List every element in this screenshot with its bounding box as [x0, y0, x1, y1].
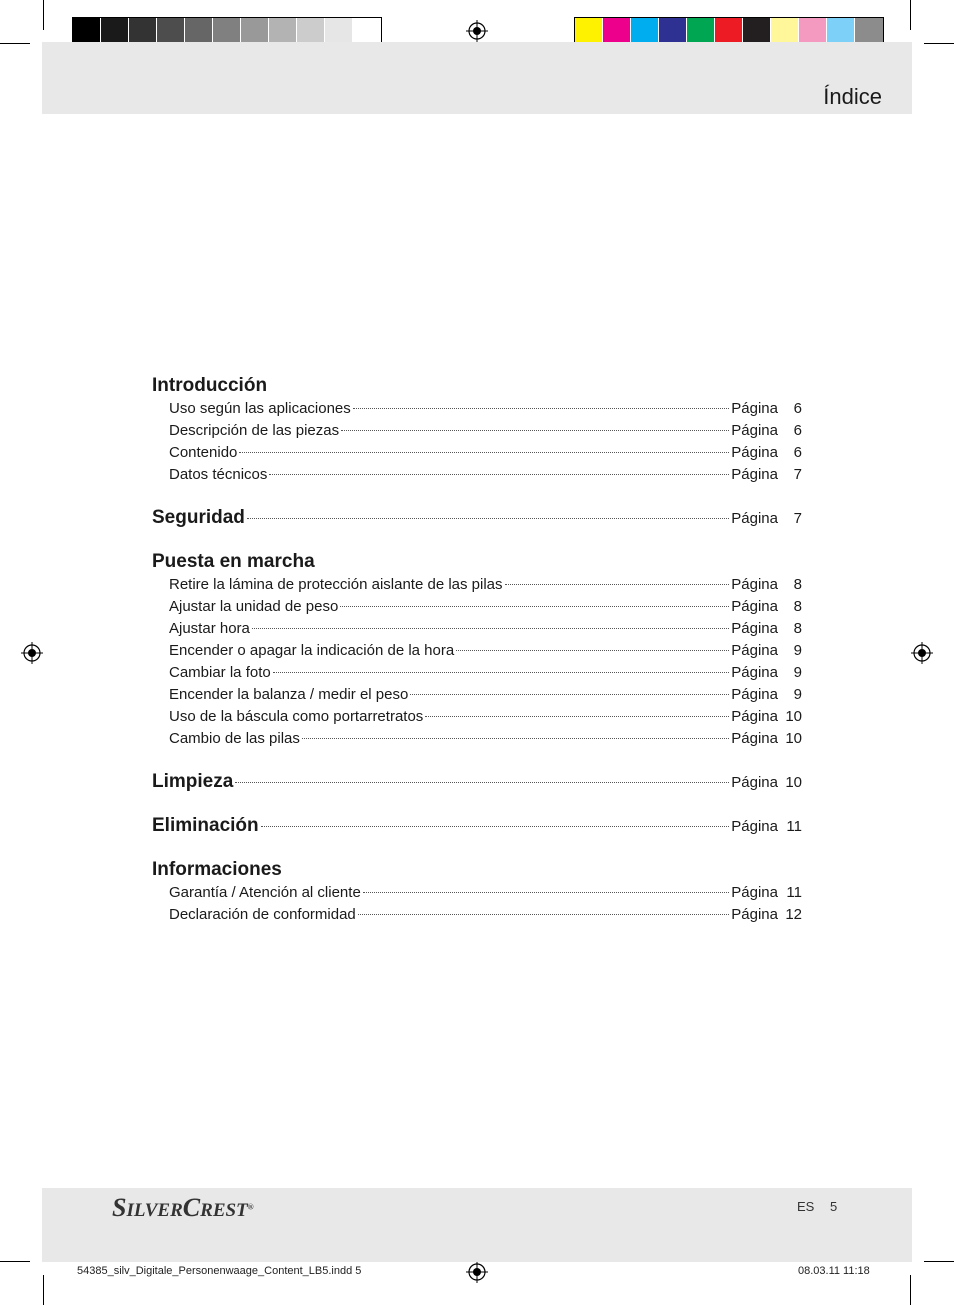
- toc-entry[interactable]: [152, 904, 802, 926]
- toc-entry[interactable]: [152, 684, 802, 706]
- toc-page-number: 9: [793, 642, 802, 659]
- toc-entry-title: Retire la lámina de protección aislante de las pilas: [169, 576, 503, 593]
- toc-leader-dots: [410, 694, 729, 695]
- color-swatch: [827, 18, 855, 44]
- toc-entry-title: Ajustar la unidad de peso: [169, 598, 339, 615]
- color-swatch: [73, 18, 101, 44]
- toc-leader-dots: [363, 892, 729, 893]
- toc-entry-title: Descripción de las piezas: [169, 422, 340, 439]
- toc-page-word: Página: [731, 686, 778, 703]
- toc-entry-title: Garantía / Atención al cliente: [169, 884, 361, 901]
- color-swatch: [213, 18, 241, 44]
- page-number: 5: [830, 1199, 838, 1214]
- toc-entry[interactable]: [152, 420, 802, 442]
- crop-mark: [910, 0, 911, 30]
- toc-entry[interactable]: [152, 882, 802, 904]
- toc-entry-title: Uso de la báscula como portarretratos: [169, 708, 424, 725]
- toc-entry[interactable]: [152, 728, 802, 750]
- toc-page-word: Página: [731, 444, 778, 461]
- toc-leader-dots: [235, 782, 729, 783]
- toc-page-word: Página: [731, 466, 778, 483]
- color-swatch: [771, 18, 799, 44]
- toc-page-word: Página: [731, 576, 778, 593]
- toc-leader-dots: [302, 738, 729, 739]
- toc-page-ref: [731, 442, 802, 464]
- toc-entry-title: Datos técnicos: [169, 466, 268, 483]
- toc-page-ref: [731, 882, 802, 904]
- toc-page-number: 7: [793, 466, 802, 483]
- toc-leader-dots: [341, 430, 729, 431]
- toc-section-heading: Limpieza: [152, 771, 234, 792]
- toc-leader-dots: [247, 518, 729, 519]
- color-swatch: [157, 18, 185, 44]
- toc-entry-title: Contenido: [169, 444, 238, 461]
- toc-entry[interactable]: [152, 398, 802, 420]
- color-swatch: [101, 18, 129, 44]
- toc-page-number: 6: [793, 422, 802, 439]
- color-swatch: [353, 18, 381, 44]
- toc-page-ref: [731, 618, 802, 640]
- color-swatch: [743, 18, 771, 44]
- color-swatch: [799, 18, 827, 44]
- registration-mark-icon: [21, 642, 43, 664]
- toc-spacer: [152, 486, 802, 506]
- toc-entry[interactable]: [152, 640, 802, 662]
- color-swatch: [269, 18, 297, 44]
- toc-page-word: Página: [731, 510, 778, 527]
- toc-page-word: Página: [731, 422, 778, 439]
- toc-leader-dots: [239, 452, 729, 453]
- silvercrest-logo: SILVERCREST®: [112, 1193, 254, 1222]
- color-swatch: [631, 18, 659, 44]
- table-of-contents: [152, 374, 802, 926]
- toc-entry[interactable]: [152, 618, 802, 640]
- toc-page-number: 11: [786, 884, 802, 901]
- toc-page-word: Página: [731, 818, 778, 835]
- slug-datetime: 08.03.11 11:18: [798, 1265, 870, 1277]
- toc-page-ref: [731, 815, 802, 839]
- toc-page-number: 8: [793, 598, 802, 615]
- toc-page-ref: [731, 706, 802, 728]
- toc-page-number: 10: [785, 730, 802, 747]
- toc-page-word: Página: [731, 400, 778, 417]
- toc-spacer: [152, 750, 802, 770]
- gray-calibration-bar: [72, 17, 382, 45]
- toc-leader-dots: [340, 606, 729, 607]
- toc-page-number: 8: [793, 576, 802, 593]
- toc-page-ref: [731, 728, 802, 750]
- color-swatch: [185, 18, 213, 44]
- toc-page-ref: [731, 464, 802, 486]
- page-title: Índice: [823, 84, 882, 109]
- color-swatch: [855, 18, 883, 44]
- toc-page-word: Página: [731, 620, 778, 637]
- crop-mark: [924, 1261, 954, 1262]
- toc-entry[interactable]: [152, 662, 802, 684]
- toc-spacer: [152, 838, 802, 858]
- toc-page-word: Página: [731, 598, 778, 615]
- color-swatch: [241, 18, 269, 44]
- toc-page-number: 8: [793, 620, 802, 637]
- toc-leader-dots: [456, 650, 729, 651]
- toc-page-ref: [731, 904, 802, 926]
- registration-mark-icon: [911, 642, 933, 664]
- toc-entry[interactable]: [152, 706, 802, 728]
- color-swatch: [129, 18, 157, 44]
- toc-page-word: Página: [731, 774, 778, 791]
- toc-page-number: 9: [793, 664, 802, 681]
- color-calibration-bar: [574, 17, 884, 45]
- toc-section-row[interactable]: [152, 770, 802, 794]
- toc-page-word: Página: [731, 708, 778, 725]
- toc-section-row[interactable]: [152, 814, 802, 838]
- color-swatch: [659, 18, 687, 44]
- toc-page-word: Página: [731, 884, 778, 901]
- toc-entry[interactable]: [152, 442, 802, 464]
- toc-spacer: [152, 530, 802, 550]
- toc-leader-dots: [261, 826, 730, 827]
- toc-page-ref: [731, 640, 802, 662]
- toc-section-heading: Eliminación: [152, 815, 259, 836]
- toc-leader-dots: [273, 672, 730, 673]
- toc-entry-title: Encender o apagar la indicación de la hora: [169, 642, 455, 659]
- toc-leader-dots: [425, 716, 729, 717]
- toc-page-number: 11: [786, 818, 802, 835]
- toc-page-ref: [731, 771, 802, 795]
- toc-entry-title: Encender la balanza / medir el peso: [169, 686, 409, 703]
- toc-page-number: 7: [793, 510, 802, 527]
- registration-mark-icon: [466, 20, 488, 42]
- color-swatch: [325, 18, 353, 44]
- crop-mark: [910, 1275, 911, 1305]
- toc-page-number: 10: [785, 774, 802, 791]
- toc-page-number: 12: [785, 906, 802, 923]
- toc-section-heading: Informaciones: [152, 859, 282, 880]
- toc-leader-dots: [358, 914, 730, 915]
- toc-page-number: 10: [785, 708, 802, 725]
- crop-mark: [0, 1261, 30, 1262]
- toc-page-word: Página: [731, 906, 778, 923]
- toc-entry-title: Declaración de conformidad: [169, 906, 356, 923]
- toc-entry[interactable]: [152, 596, 802, 618]
- toc-page-word: Página: [731, 664, 778, 681]
- toc-page-word: Página: [731, 730, 778, 747]
- slug-filename: 54385_silv_Digitale_Personenwaage_Content_LB5.indd 5: [77, 1265, 362, 1277]
- toc-page-word: Página: [731, 642, 778, 659]
- toc-entry[interactable]: [152, 464, 802, 486]
- toc-page-ref: [731, 684, 802, 706]
- crop-mark: [0, 43, 30, 44]
- toc-section-row[interactable]: [152, 506, 802, 530]
- crop-mark: [43, 0, 44, 30]
- header-band: [42, 42, 912, 114]
- toc-leader-dots: [269, 474, 729, 475]
- toc-page-ref: [731, 398, 802, 420]
- toc-section-heading: Seguridad: [152, 507, 245, 528]
- toc-page-number: 6: [793, 444, 802, 461]
- toc-section-heading: Introducción: [152, 375, 268, 396]
- toc-spacer: [152, 794, 802, 814]
- registration-mark-icon: [466, 1261, 488, 1283]
- toc-entry-title: Cambiar la foto: [169, 664, 271, 681]
- toc-entry-title: Uso según las aplicaciones: [169, 400, 351, 417]
- toc-page-number: 9: [793, 686, 802, 703]
- toc-leader-dots: [505, 584, 730, 585]
- toc-entry[interactable]: [152, 574, 802, 596]
- color-swatch: [687, 18, 715, 44]
- toc-entry-title: Ajustar hora: [169, 620, 250, 637]
- toc-entry-title: Cambio de las pilas: [169, 730, 300, 747]
- toc-page-ref: [731, 596, 802, 618]
- color-swatch: [297, 18, 325, 44]
- toc-page-ref: [731, 574, 802, 596]
- toc-page-ref: [731, 507, 802, 531]
- toc-page-ref: [731, 662, 802, 684]
- toc-leader-dots: [252, 628, 729, 629]
- toc-leader-dots: [353, 408, 730, 409]
- crop-mark: [43, 1275, 44, 1305]
- color-swatch: [575, 18, 603, 44]
- toc-page-ref: [731, 420, 802, 442]
- toc-section-heading: Puesta en marcha: [152, 551, 315, 572]
- toc-page-number: 6: [793, 400, 802, 417]
- crop-mark: [924, 43, 954, 44]
- color-swatch: [715, 18, 743, 44]
- color-swatch: [603, 18, 631, 44]
- language-code: ES: [797, 1199, 815, 1214]
